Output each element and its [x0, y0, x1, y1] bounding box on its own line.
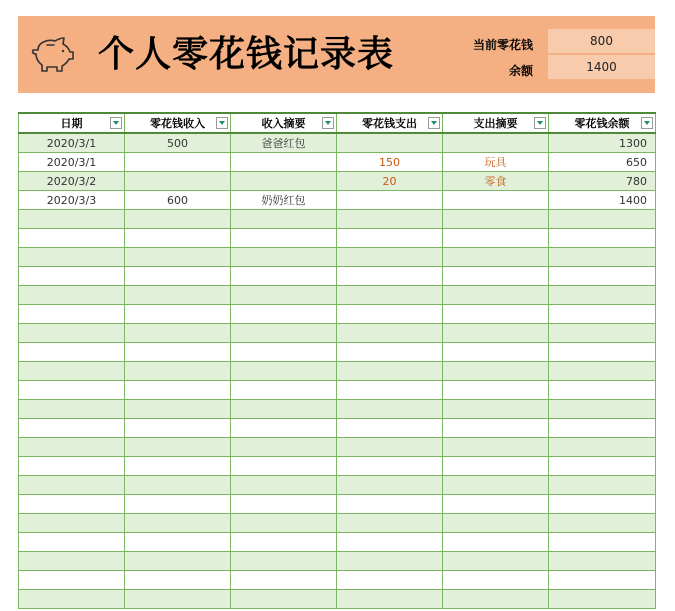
expense-note-cell[interactable] [443, 438, 549, 457]
balance-cell[interactable] [549, 324, 656, 343]
balance-cell[interactable] [549, 495, 656, 514]
balance-cell[interactable] [549, 419, 656, 438]
table-row [19, 571, 656, 590]
expense-note-cell[interactable] [443, 362, 549, 381]
table-row [19, 400, 656, 419]
income-cell[interactable] [125, 210, 231, 229]
expense-cell[interactable] [337, 286, 443, 305]
column-header-label: 零花钱余额 [574, 117, 630, 130]
date-cell[interactable] [19, 400, 125, 419]
income-cell[interactable] [125, 362, 231, 381]
income-cell[interactable] [125, 305, 231, 324]
expense-cell[interactable] [337, 343, 443, 362]
table-row [19, 153, 656, 172]
income-cell[interactable] [125, 324, 231, 343]
expense-cell[interactable] [337, 267, 443, 286]
date-cell[interactable] [19, 210, 125, 229]
expense-cell[interactable]: 150 [337, 153, 443, 172]
balance-cell[interactable] [549, 457, 656, 476]
column-header-income [125, 113, 231, 133]
balance-cell[interactable] [549, 400, 656, 419]
date-cell[interactable] [19, 267, 125, 286]
income-note-cell[interactable] [231, 400, 337, 419]
income-note-cell[interactable] [231, 229, 337, 248]
balance-cell[interactable] [549, 571, 656, 590]
expense-cell[interactable] [337, 457, 443, 476]
table-row [19, 191, 656, 210]
income-note-cell[interactable] [231, 172, 337, 191]
header-banner [18, 16, 655, 93]
expense-note-cell[interactable] [443, 305, 549, 324]
filter-dropdown-icon[interactable] [641, 117, 653, 129]
expense-note-cell[interactable] [443, 133, 549, 153]
allowance-table [18, 112, 656, 609]
balance-cell[interactable] [549, 438, 656, 457]
expense-note-cell[interactable]: 玩具 [443, 153, 549, 172]
expense-note-cell[interactable] [443, 400, 549, 419]
piggy-bank-icon [30, 34, 74, 74]
expense-cell[interactable] [337, 438, 443, 457]
balance-cell[interactable] [549, 552, 656, 571]
expense-note-cell[interactable] [443, 286, 549, 305]
income-note-cell[interactable] [231, 286, 337, 305]
balance-cell[interactable] [549, 210, 656, 229]
income-note-cell[interactable] [231, 362, 337, 381]
income-cell[interactable] [125, 172, 231, 191]
income-cell[interactable] [125, 343, 231, 362]
income-note-cell[interactable] [231, 476, 337, 495]
expense-cell[interactable] [337, 571, 443, 590]
expense-cell[interactable] [337, 419, 443, 438]
table-row [19, 552, 656, 571]
date-cell[interactable] [19, 514, 125, 533]
income-cell[interactable] [125, 153, 231, 172]
date-cell[interactable] [19, 305, 125, 324]
income-note-cell[interactable] [231, 381, 337, 400]
date-cell[interactable] [19, 248, 125, 267]
table-row [19, 172, 656, 191]
income-note-cell[interactable] [231, 533, 337, 552]
filter-dropdown-icon[interactable] [110, 117, 122, 129]
current-allowance-label: 当前零花钱 [472, 38, 533, 52]
column-header-label: 零花钱收入 [150, 117, 205, 130]
expense-note-cell[interactable] [443, 381, 549, 400]
expense-cell[interactable] [337, 191, 443, 210]
filter-dropdown-icon[interactable] [216, 117, 228, 129]
balance-cell[interactable]: 650 [549, 153, 656, 172]
balance-cell[interactable] [549, 343, 656, 362]
income-cell[interactable] [125, 590, 231, 609]
income-note-cell[interactable] [231, 457, 337, 476]
income-cell[interactable] [125, 267, 231, 286]
income-note-cell[interactable] [231, 419, 337, 438]
date-cell[interactable] [19, 362, 125, 381]
date-cell[interactable] [19, 571, 125, 590]
expense-cell[interactable] [337, 248, 443, 267]
income-note-cell[interactable] [231, 590, 337, 609]
page-title: 个人零花钱记录表 [98, 34, 395, 75]
table-row [19, 514, 656, 533]
expense-note-cell[interactable] [443, 324, 549, 343]
header-row [19, 113, 656, 133]
table-row [19, 305, 656, 324]
balance-cell[interactable] [549, 248, 656, 267]
expense-cell[interactable] [337, 381, 443, 400]
table-row [19, 362, 656, 381]
table-row [19, 457, 656, 476]
date-cell[interactable]: 2020/3/2 [19, 172, 125, 191]
filter-dropdown-icon[interactable] [534, 117, 546, 129]
income-note-cell[interactable] [231, 343, 337, 362]
balance-cell[interactable] [549, 362, 656, 381]
expense-cell[interactable] [337, 533, 443, 552]
income-cell[interactable] [125, 400, 231, 419]
expense-cell[interactable] [337, 476, 443, 495]
column-header-date [19, 113, 125, 133]
expense-note-cell[interactable]: 零食 [443, 172, 549, 191]
balance-cell[interactable] [549, 476, 656, 495]
expense-cell[interactable] [337, 495, 443, 514]
table-row [19, 533, 656, 552]
expense-note-cell[interactable] [443, 210, 549, 229]
income-cell[interactable] [125, 381, 231, 400]
table-row [19, 381, 656, 400]
expense-note-cell[interactable] [443, 590, 549, 609]
balance-cell[interactable] [549, 514, 656, 533]
expense-note-cell[interactable] [443, 514, 549, 533]
income-note-cell[interactable]: 爸爸红包 [231, 133, 337, 153]
income-cell[interactable] [125, 457, 231, 476]
expense-note-cell[interactable] [443, 419, 549, 438]
income-note-cell[interactable] [231, 552, 337, 571]
expense-cell[interactable] [337, 362, 443, 381]
date-cell[interactable] [19, 533, 125, 552]
expense-cell[interactable] [337, 133, 443, 153]
balance-cell[interactable]: 1400 [549, 191, 656, 210]
income-note-cell[interactable] [231, 305, 337, 324]
income-cell[interactable]: 500 [125, 133, 231, 153]
balance-cell[interactable]: 1300 [549, 133, 656, 153]
income-note-cell[interactable] [231, 153, 337, 172]
balance-cell[interactable] [549, 305, 656, 324]
income-cell[interactable] [125, 571, 231, 590]
table-row [19, 248, 656, 267]
date-cell[interactable] [19, 286, 125, 305]
balance-value[interactable]: 1400 [548, 55, 655, 79]
income-cell[interactable] [125, 495, 231, 514]
income-cell[interactable] [125, 533, 231, 552]
table-row [19, 286, 656, 305]
income-note-cell[interactable] [231, 248, 337, 267]
income-cell[interactable] [125, 286, 231, 305]
balance-label: 余额 [508, 64, 533, 78]
date-cell[interactable] [19, 495, 125, 514]
balance-cell[interactable] [549, 590, 656, 609]
income-note-cell[interactable] [231, 210, 337, 229]
balance-cell[interactable]: 780 [549, 172, 656, 191]
income-cell[interactable] [125, 419, 231, 438]
expense-cell[interactable] [337, 400, 443, 419]
expense-cell[interactable] [337, 210, 443, 229]
date-cell[interactable] [19, 457, 125, 476]
expense-cell[interactable] [337, 590, 443, 609]
income-cell[interactable]: 600 [125, 191, 231, 210]
balance-cell[interactable] [549, 381, 656, 400]
date-cell[interactable] [19, 438, 125, 457]
income-note-cell[interactable] [231, 324, 337, 343]
balance-cell[interactable] [549, 267, 656, 286]
income-cell[interactable] [125, 248, 231, 267]
expense-cell[interactable] [337, 324, 443, 343]
expense-note-cell[interactable] [443, 571, 549, 590]
expense-note-cell[interactable] [443, 552, 549, 571]
column-header-label: 零花钱支出 [362, 117, 417, 130]
table-row [19, 267, 656, 286]
income-cell[interactable] [125, 476, 231, 495]
column-header-expense [337, 113, 443, 133]
income-note-cell[interactable] [231, 438, 337, 457]
filter-dropdown-icon[interactable] [428, 117, 440, 129]
date-cell[interactable] [19, 381, 125, 400]
current-allowance-value[interactable]: 800 [548, 29, 655, 53]
date-cell[interactable] [19, 343, 125, 362]
column-header-label: 收入摘要 [261, 117, 306, 130]
expense-cell[interactable] [337, 229, 443, 248]
date-cell[interactable] [19, 590, 125, 609]
income-cell[interactable] [125, 229, 231, 248]
column-header-label: 日期 [60, 117, 83, 130]
income-note-cell[interactable]: 奶奶红包 [231, 191, 337, 210]
date-cell[interactable] [19, 229, 125, 248]
expense-cell[interactable] [337, 305, 443, 324]
income-cell[interactable] [125, 438, 231, 457]
date-cell[interactable]: 2020/3/1 [19, 153, 125, 172]
income-note-cell[interactable] [231, 267, 337, 286]
income-cell[interactable] [125, 552, 231, 571]
table-row [19, 438, 656, 457]
expense-note-cell[interactable] [443, 495, 549, 514]
expense-cell[interactable]: 20 [337, 172, 443, 191]
date-cell[interactable] [19, 419, 125, 438]
date-cell[interactable]: 2020/3/1 [19, 133, 125, 153]
expense-note-cell[interactable] [443, 229, 549, 248]
balance-cell[interactable] [549, 229, 656, 248]
date-cell[interactable] [19, 476, 125, 495]
column-header-balance [549, 113, 656, 133]
income-note-cell[interactable] [231, 495, 337, 514]
table-row [19, 133, 656, 153]
column-header-income-note [231, 113, 337, 133]
balance-cell[interactable] [549, 533, 656, 552]
expense-note-cell[interactable] [443, 533, 549, 552]
table-row [19, 476, 656, 495]
expense-cell[interactable] [337, 514, 443, 533]
table-row [19, 590, 656, 609]
income-note-cell[interactable] [231, 514, 337, 533]
table-row [19, 229, 656, 248]
expense-note-cell[interactable] [443, 343, 549, 362]
table-row [19, 419, 656, 438]
date-cell[interactable]: 2020/3/3 [19, 191, 125, 210]
income-cell[interactable] [125, 514, 231, 533]
balance-cell[interactable] [549, 286, 656, 305]
expense-note-cell[interactable] [443, 248, 549, 267]
expense-note-cell[interactable] [443, 457, 549, 476]
column-header-expense-note [443, 113, 549, 133]
date-cell[interactable] [19, 552, 125, 571]
table-row [19, 495, 656, 514]
table-row [19, 210, 656, 229]
column-header-label: 支出摘要 [473, 117, 518, 130]
expense-note-cell[interactable] [443, 267, 549, 286]
date-cell[interactable] [19, 324, 125, 343]
expense-note-cell[interactable] [443, 476, 549, 495]
income-note-cell[interactable] [231, 571, 337, 590]
table-row [19, 324, 656, 343]
expense-cell[interactable] [337, 552, 443, 571]
filter-dropdown-icon[interactable] [322, 117, 334, 129]
expense-note-cell[interactable] [443, 191, 549, 210]
table-row [19, 343, 656, 362]
